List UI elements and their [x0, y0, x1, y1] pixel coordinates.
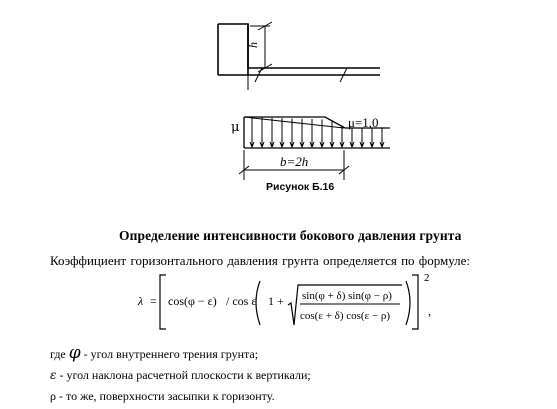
formula-eq: =: [150, 294, 157, 308]
phi-symbol: φ: [68, 343, 81, 363]
formula-cos1: cos(φ − ε): [168, 294, 217, 308]
dimension-b-label: b=2h: [280, 154, 309, 169]
epsilon-description: - угол наклона расчетной плоскости к вертикали;: [59, 368, 311, 382]
dimension-h-label: h: [246, 42, 260, 48]
figure-caption: Рисунок Б.16: [266, 181, 335, 193]
formula-power: 2: [424, 272, 430, 284]
intro-paragraph: Коэффициент горизонтального давления грунта определяется по формуле:: [50, 253, 471, 268]
mu-right-label: μ=1,0: [348, 115, 379, 130]
phi-description: - угол внутреннего трения грунта;: [83, 347, 259, 361]
definition-epsilon: [50, 368, 311, 383]
section-heading: Определение интенсивности бокового давления грунта: [119, 228, 462, 243]
formula-div: / cos ε: [226, 294, 257, 308]
formula-denominator: cos(ε + δ) cos(ε − ρ): [300, 310, 391, 322]
definition-phi: [50, 343, 258, 363]
wall-sketch: [218, 22, 380, 90]
formula-numerator: sin(φ + δ) sin(φ − ρ): [302, 290, 392, 302]
formula-lambda: λ: [138, 294, 144, 308]
formula-comma: ,: [428, 304, 431, 318]
mu-left-label: μ: [231, 120, 240, 135]
epsilon-symbol: ε: [50, 368, 57, 382]
definition-rho: ρ - то же, поверхности засыпки к горизонту.: [50, 389, 275, 403]
where-word: где: [50, 347, 66, 361]
formula-one-plus: 1 +: [268, 294, 284, 308]
wall-pressure-figure: [0, 0, 557, 200]
lambda-formula: [110, 265, 450, 340]
